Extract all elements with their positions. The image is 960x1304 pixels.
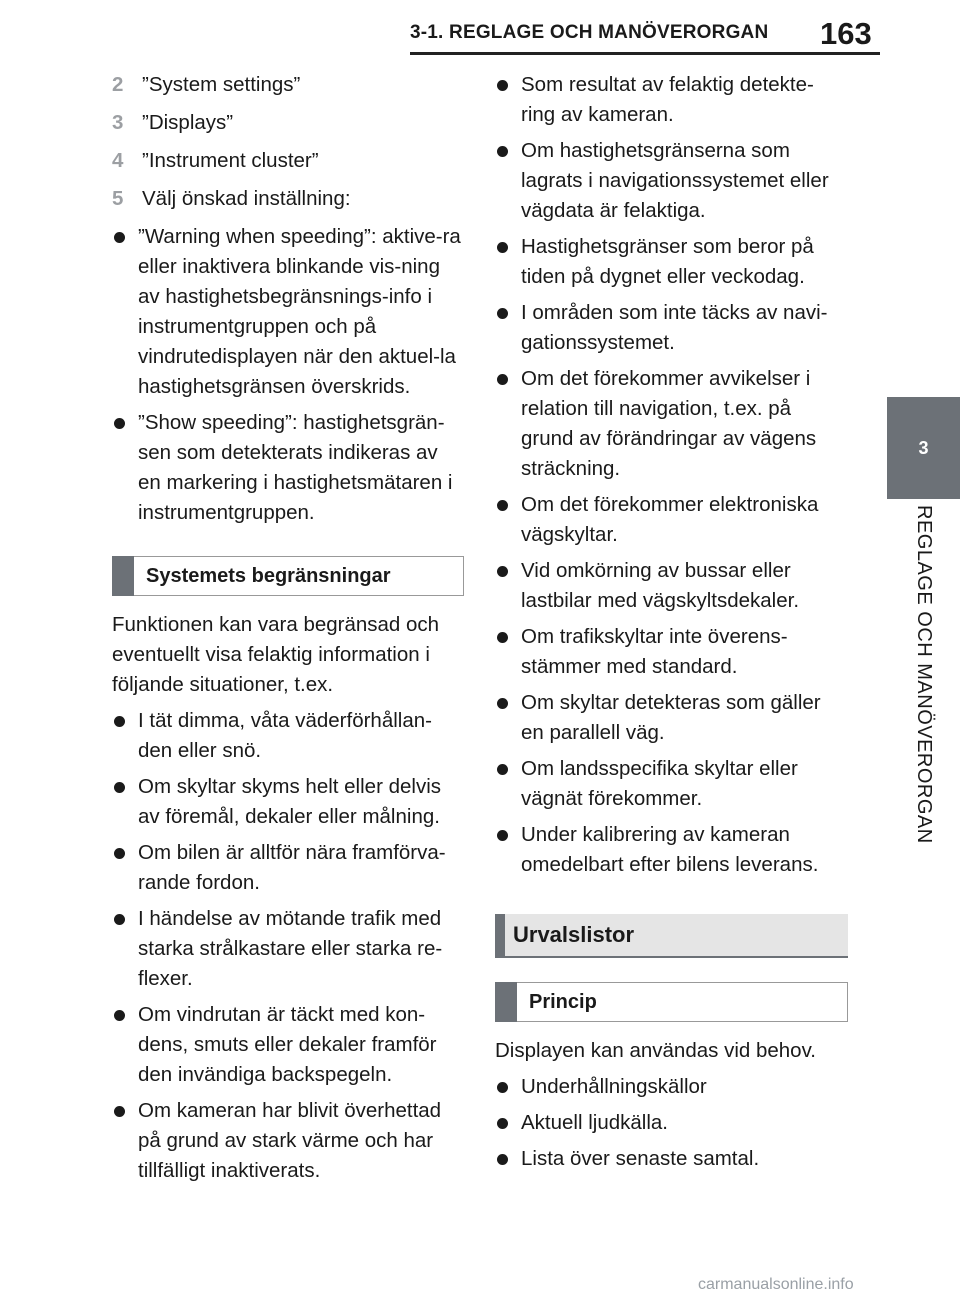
list-item: ”Show speeding”: hastighetsgrän-sen som detekterats indikeras av en markering i hastighetsmätaren i instrumentgruppen. [112,408,464,528]
list-item: Om kameran har blivit överhettad på grund av stark värme och har tillfälligt inaktiverats. [112,1096,464,1186]
list-item: Hastighetsgränser som beror på tiden på dygnet eller veckodag. [495,232,848,292]
list-item: Under kalibrering av kameran omedelbart efter bilens leverans. [495,820,848,880]
watermark: carmanualsonline.info [698,1276,854,1293]
list-item: I händelse av mötande trafik med starka strålkastare eller starka re-flexer. [112,904,464,994]
step-text: ”Displays” [142,111,234,134]
list-item: Om bilen är alltför nära framförva-rande fordon. [112,838,464,898]
list-item: Om skyltar skyms helt eller delvis av föremål, dekaler eller målning. [112,772,464,832]
section-heading-title: Urvalslistor [513,922,635,947]
chapter-tab [887,397,960,499]
subsection-title: Princip [529,991,597,1013]
step-text: Välj önskad inställning: [142,187,351,210]
step-item [112,184,464,214]
header-divider [410,52,880,55]
list-item: I tät dimma, våta väderförhållan-den eller snö. [112,706,464,766]
heading-marker [495,914,505,956]
paragraph: Displayen kan användas vid behov. [495,1039,816,1062]
subsection-heading [112,556,464,596]
list-item: Om det förekommer avvikelser i relation till navigation, t.ex. på grund av förändringar av vägens sträckning. [495,364,848,484]
list-item: Aktuell ljudkälla. [495,1108,848,1138]
chapter-tab-number: 3 [918,438,929,458]
step-text: ”System settings” [142,73,301,96]
paragraph: Funktionen kan vara begränsad och eventuellt visa felaktig information i följande situationer, t.ex. [112,613,440,696]
list-item: Underhållningskällor [495,1072,848,1102]
list-item: Vid omkörning av bussar eller lastbilar med vägskyltsdekaler. [495,556,848,616]
subsection-heading [495,982,848,1022]
section-heading [495,914,848,958]
step-item [112,146,464,176]
left-column [112,70,464,1192]
list-item: Om landsspecifika skyltar eller vägnät förekommer. [495,754,848,814]
list-item: Om trafikskyltar inte överens-stämmer med standard. [495,622,848,682]
list-item: Som resultat av felaktig detekte-ring av kameran. [495,70,848,130]
step-text: ”Instrument cluster” [142,149,319,172]
list-item: Om vindrutan är täckt med kon-dens, smuts eller dekaler framför den invändiga backspegeln. [112,1000,464,1090]
section-title: 3-1. REGLAGE OCH MANÖVERORGAN [410,22,769,43]
step-number: 4 [112,149,124,172]
list-item: ”Warning when speeding”: aktive-ra eller inaktivera blinkande vis-ning av hastighetsbegränsnings-info i instrumentgruppen och på vindrutedisplayen när den aktuel-la hastighetsgränsen överskrids. [112,222,464,402]
chapter-side-label: REGLAGE OCH MANÖVERORGAN [913,505,935,844]
step-item [112,70,464,100]
heading-marker [495,982,517,1022]
page-number: 163 [820,16,872,51]
right-column [495,70,848,1180]
step-item [112,108,464,138]
list-item: Om hastighetsgränserna som lagrats i navigationssystemet eller vägdata är felaktiga. [495,136,848,226]
step-number: 5 [112,187,124,210]
list-item: I områden som inte täcks av navi-gationssystemet. [495,298,848,358]
subsection-title: Systemets begränsningar [146,565,391,587]
step-number: 3 [112,111,124,134]
list-item: Lista över senaste samtal. [495,1144,848,1174]
list-item: Om skyltar detekteras som gäller en parallell väg. [495,688,848,748]
heading-marker [112,556,134,596]
step-number: 2 [112,73,124,96]
list-item: Om det förekommer elektroniska vägskyltar. [495,490,848,550]
